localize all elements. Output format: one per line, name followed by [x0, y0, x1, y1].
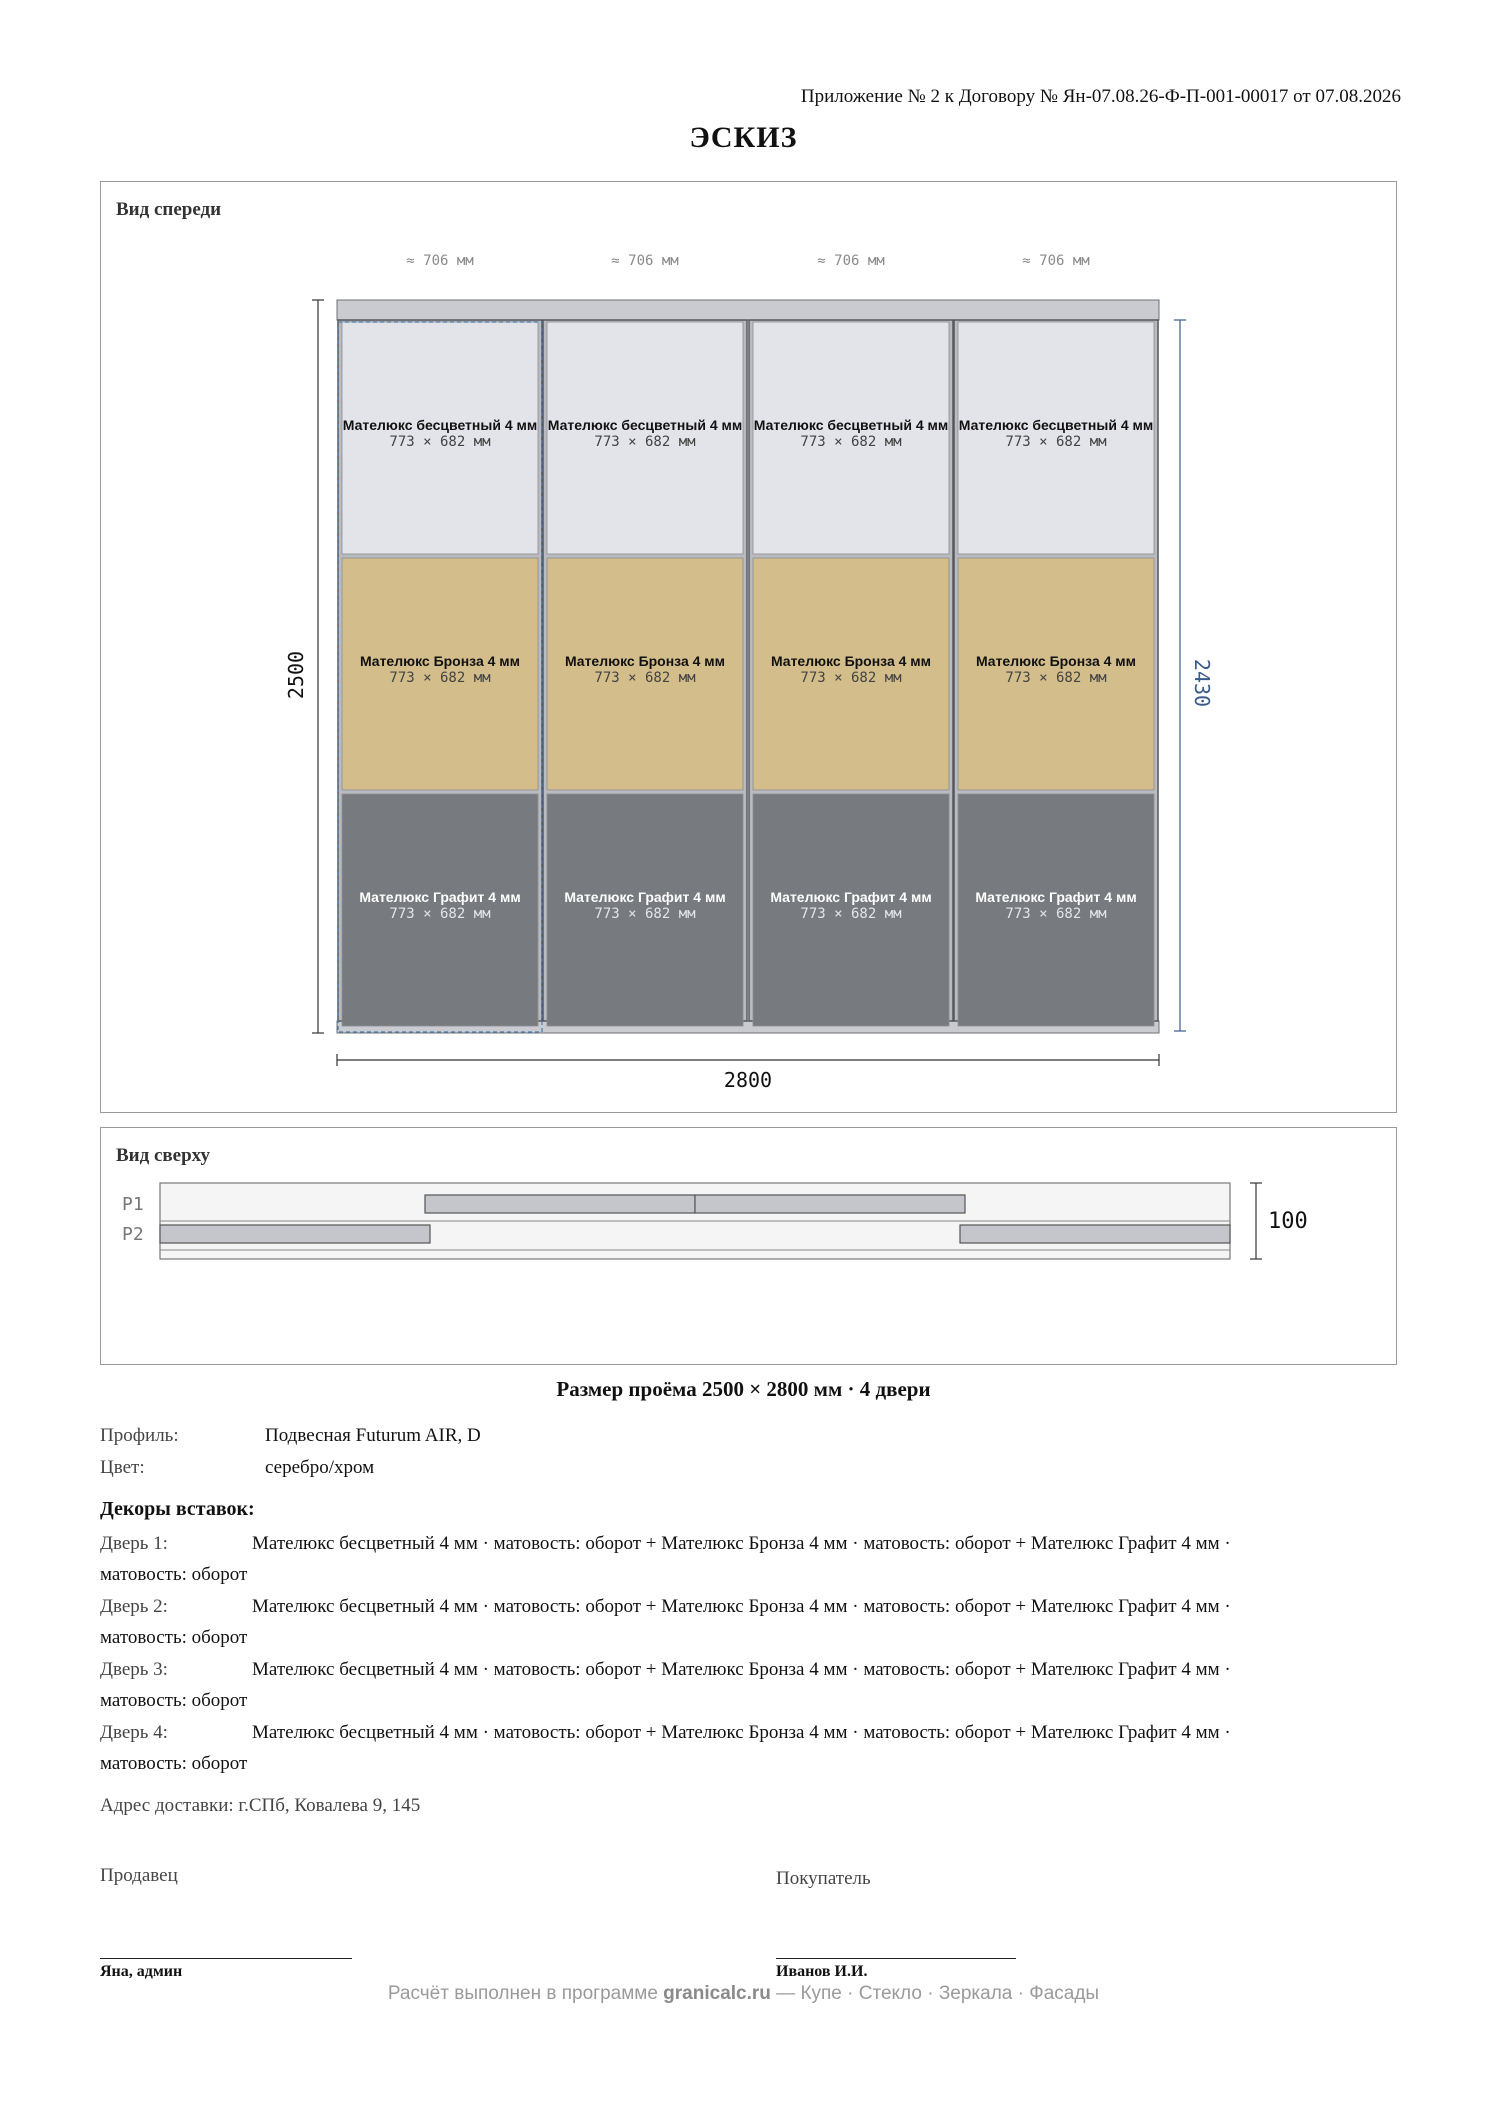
door-decor-text: Мателюкс бесцветный 4 мм · матовость: оборот + Мателюкс Бронза 4 мм · матовость: оборот + Мателюкс Графит 4 мм ·	[252, 1659, 1231, 1680]
appendix-reference: Приложение № 2 к Договору № Ян-07.08.26-Ф-П-001-00017 от 07.08.2026	[800, 86, 1401, 107]
page-title: ЭСКИЗ	[689, 121, 798, 154]
footer-prefix: Расчёт выполнен в программе	[387, 1983, 658, 2004]
panel-material-label: Мателюкс Бронза 4 мм	[564, 653, 726, 669]
panel-material-label: Мателюкс бесцветный 4 мм	[958, 417, 1154, 433]
seller-signature-line	[100, 1958, 352, 1959]
panel-size-label: 773 × 682 мм	[594, 670, 696, 686]
depth-label: 100	[1268, 1209, 1308, 1234]
door-width-label: ≈ 706 мм	[1022, 253, 1090, 269]
panel-material-label: Мателюкс Графит 4 мм	[359, 889, 521, 905]
panel-size-label: 773 × 682 мм	[800, 434, 902, 450]
panel-material-label: Мателюкс Бронза 4 мм	[975, 653, 1137, 669]
door-decor-4	[100, 1717, 1340, 1779]
panel-size-label: 773 × 682 мм	[1005, 434, 1107, 450]
door-label: Дверь 4:	[100, 1722, 168, 1743]
panel-size-label: 773 × 682 мм	[389, 434, 491, 450]
buyer-signature-line	[776, 1958, 1016, 1959]
rail-label-p1: P1	[122, 1194, 144, 1215]
height-total-label: 2500	[284, 650, 308, 700]
door-label: Дверь 2:	[100, 1596, 168, 1617]
door-decor-text: Мателюкс бесцветный 4 мм · матовость: оборот + Мателюкс Бронза 4 мм · матовость: оборот + Мателюкс Графит 4 мм ·	[252, 1533, 1231, 1554]
door-decor-text-cont: матовость: оборот	[100, 1690, 248, 1711]
front-view-label: Вид спереди	[116, 199, 222, 220]
door-decor-text-cont: матовость: оборот	[100, 1564, 248, 1585]
footer-site-link[interactable]: granicalc.ru	[663, 1983, 771, 2004]
panel-material-label: Мателюкс Графит 4 мм	[770, 889, 932, 905]
panel-material-label: Мателюкс бесцветный 4 мм	[547, 417, 743, 433]
top-door-p2	[160, 1225, 430, 1243]
panel-size-label: 773 × 682 мм	[1005, 906, 1107, 922]
door-decor-1	[100, 1528, 1340, 1590]
panel-material-label: Мателюкс Графит 4 мм	[564, 889, 726, 905]
panel-size-label: 773 × 682 мм	[389, 670, 491, 686]
panel-material-label: Мателюкс бесцветный 4 мм	[342, 417, 538, 433]
color-value: серебро/хром	[265, 1457, 375, 1478]
profile-value: Подвесная Futurum AIR, D	[265, 1425, 481, 1446]
decor-heading: Декоры вставок:	[100, 1498, 255, 1520]
panel-material-label: Мателюкс Бронза 4 мм	[359, 653, 521, 669]
footer-credit	[0, 1983, 1487, 2005]
panel-material-label: Мателюкс бесцветный 4 мм	[753, 417, 949, 433]
panel-size-label: 773 × 682 мм	[389, 906, 491, 922]
door-label: Дверь 3:	[100, 1659, 168, 1680]
opening-size: Размер проёма 2500 × 2800 мм · 4 двери	[556, 1377, 931, 1401]
door-label: Дверь 1:	[100, 1533, 168, 1554]
top-rail	[337, 300, 1159, 320]
panel-material-label: Мателюкс Графит 4 мм	[975, 889, 1137, 905]
top-door-p1	[425, 1195, 695, 1213]
delivery-address: Адрес доставки: г.СПб, Ковалева 9, 145	[100, 1795, 421, 1816]
panel-size-label: 773 × 682 мм	[800, 670, 902, 686]
door-decor-text-cont: матовость: оборот	[100, 1627, 248, 1648]
seller-name: Яна, админ	[100, 1963, 183, 1980]
seller-label: Продавец	[100, 1865, 178, 1886]
panel-size-label: 773 × 682 мм	[594, 434, 696, 450]
buyer-name: Иванов И.И.	[776, 1963, 868, 1980]
panel-size-label: 773 × 682 мм	[800, 906, 902, 922]
height-doors-label: 2430	[1190, 658, 1214, 708]
top-door-p2	[960, 1225, 1230, 1243]
door-width-label: ≈ 706 мм	[817, 253, 885, 269]
color-label: Цвет:	[100, 1457, 145, 1478]
door-decor-2	[100, 1591, 1340, 1653]
footer-suffix: — Купе · Стекло · Зеркала · Фасады	[776, 1983, 1100, 2004]
door-decor-text: Мателюкс бесцветный 4 мм · матовость: оборот + Мателюкс Бронза 4 мм · матовость: оборот + Мателюкс Графит 4 мм ·	[252, 1722, 1231, 1743]
panel-size-label: 773 × 682 мм	[1005, 670, 1107, 686]
panel-material-label: Мателюкс Бронза 4 мм	[770, 653, 932, 669]
rail-label-p2: P2	[122, 1224, 144, 1245]
top-door-p1	[695, 1195, 965, 1213]
top-view-label: Вид сверху	[116, 1145, 210, 1166]
buyer-label: Покупатель	[776, 1868, 871, 1889]
profile-label: Профиль:	[100, 1425, 179, 1446]
door-decor-3	[100, 1654, 1340, 1716]
door-width-label: ≈ 706 мм	[611, 253, 679, 269]
panel-size-label: 773 × 682 мм	[594, 906, 696, 922]
door-decor-text-cont: матовость: оборот	[100, 1753, 248, 1774]
door-decor-text: Мателюкс бесцветный 4 мм · матовость: оборот + Мателюкс Бронза 4 мм · матовость: оборот + Мателюкс Графит 4 мм ·	[252, 1596, 1231, 1617]
door-width-label: ≈ 706 мм	[406, 253, 474, 269]
width-total-label: 2800	[723, 1068, 773, 1092]
